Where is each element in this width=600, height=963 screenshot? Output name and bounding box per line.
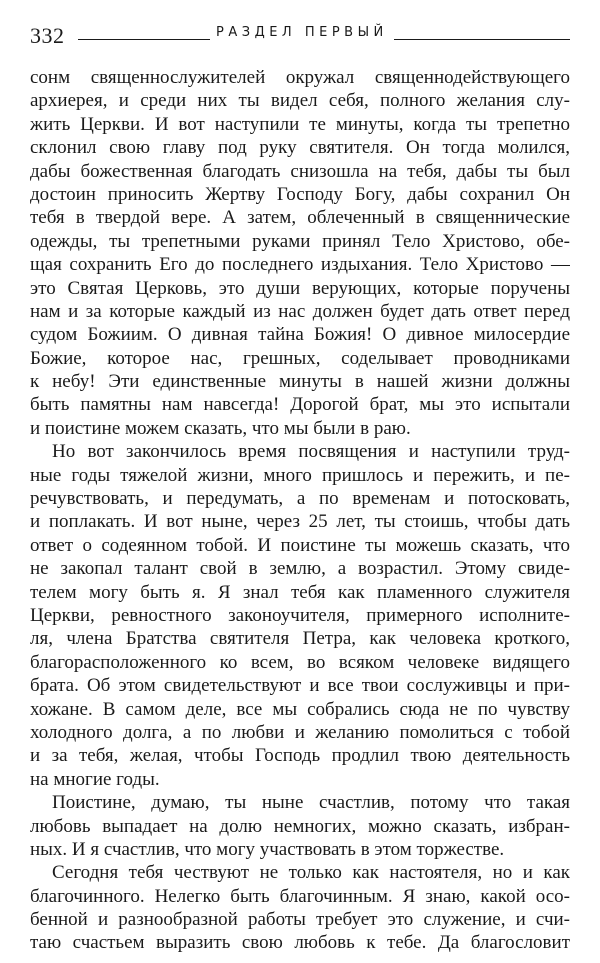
text-line: телем могу быть я. Я знал тебя как пламенного служителя (30, 581, 570, 603)
text-line: дабы божественная благодать снизошла на тебя, дабы ты был (30, 160, 570, 182)
text-line: жить Церкви. И вот наступили те минуты, когда ты трепетно (30, 113, 570, 135)
text-line: на многие годы. (30, 768, 160, 790)
text-line: ответ о содеянном тобой. И поистине ты можешь сказать, что (30, 534, 570, 556)
text-line: это Святая Церковь, это души верующих, которые поручены (30, 277, 570, 299)
section-title: РАЗДЕЛ ПЕРВЫЙ (210, 24, 394, 42)
text-line: благорасположенного ко всем, во всяком человеке видящего (30, 651, 570, 673)
text-line: ных. И я счастлив, что могу участвовать в этом торжестве. (30, 838, 505, 860)
text-line: Поистине, думаю, ты ныне счастлив, потому что такая (52, 792, 570, 814)
text-line: бенной и разнообразной работы требует это служение, и счи- (30, 909, 570, 931)
running-header (30, 22, 570, 52)
paragraph (30, 861, 570, 955)
text-line: одежды, ты трепетными руками принял Тело Христово, обе- (30, 230, 570, 252)
text-line: щая сохранить Его до последнего издыхания. Тело Христово — (30, 254, 570, 276)
text-line: склонил свою главу под руку святителя. Он тогда молился, (30, 137, 570, 159)
text-line: брата. Об этом свидетельствуют и все твои сослуживцы и при- (30, 675, 570, 697)
text-line: и поистине можем сказать, что мы были в раю. (30, 417, 411, 439)
text-line: сонм священнослужителей окружал священнодействующего (30, 67, 570, 88)
text-line: достоин приносить Жертву Господу Богу, дабы сохранил Он (30, 183, 570, 205)
body-text (30, 66, 570, 955)
text-line: ные годы тяжелой жизни, много пришлось и пережить, и пе- (30, 464, 570, 486)
text-line: нам и за которые каждый из нас должен будет дать ответ перед (30, 300, 570, 322)
text-line: и за тебя, желая, чтобы Господь продлил твою деятельность (30, 745, 570, 767)
text-line: холодного долга, а по любви и желанию помолиться с тобой (30, 721, 570, 743)
text-line: Церкви, ревностного законоучителя, примерного исполните- (30, 604, 570, 626)
text-line: к небу! Эти единственные минуты в нашей жизни должны (30, 371, 570, 393)
paragraph (30, 791, 570, 861)
page-number: 332 (30, 23, 65, 48)
text-line: любовь выпадает на долю немногих, можно сказать, избран- (30, 815, 570, 837)
text-line: и поплакать. И вот ныне, через 25 лет, ты стоишь, чтобы дать (30, 511, 570, 533)
text-line: Сегодня тебя чествуют не только как настоятеля, но и как (52, 862, 570, 884)
text-line: судом Божиим. О дивная тайна Божия! О дивное милосердие (30, 324, 570, 346)
text-line: благочинного. Нелегко быть благочинным. Я знаю, какой осо- (30, 885, 570, 907)
text-line: быть памятны нам навсегда! Дорогой брат, мы это испытали (30, 394, 570, 416)
paragraph (30, 440, 570, 791)
text-line: не закопал талант свой в землю, а возрастил. Этому свиде- (30, 558, 570, 580)
text-line: речувствовать, и передумать, а по временам и потосковать, (30, 488, 570, 510)
text-line: тебя в твердой вере. А затем, облеченный в священнические (30, 207, 570, 229)
text-line: ля, члена Братства святителя Петра, как человека кроткого, (30, 628, 570, 650)
text-line: таю счастьем выразить свою любовь к тебе. Да благословит (30, 932, 570, 954)
text-line: Божие, которое нас, грешных, соделывает проводниками (30, 347, 570, 369)
text-line: архиерея, и среди них ты видел себя, полного желания слу- (30, 90, 570, 112)
paragraph (30, 66, 570, 440)
text-line: Но вот закончилось время посвящения и наступили труд- (52, 441, 570, 463)
text-line: хожане. В самом деле, все мы собрались сюда не по чувству (30, 698, 570, 720)
